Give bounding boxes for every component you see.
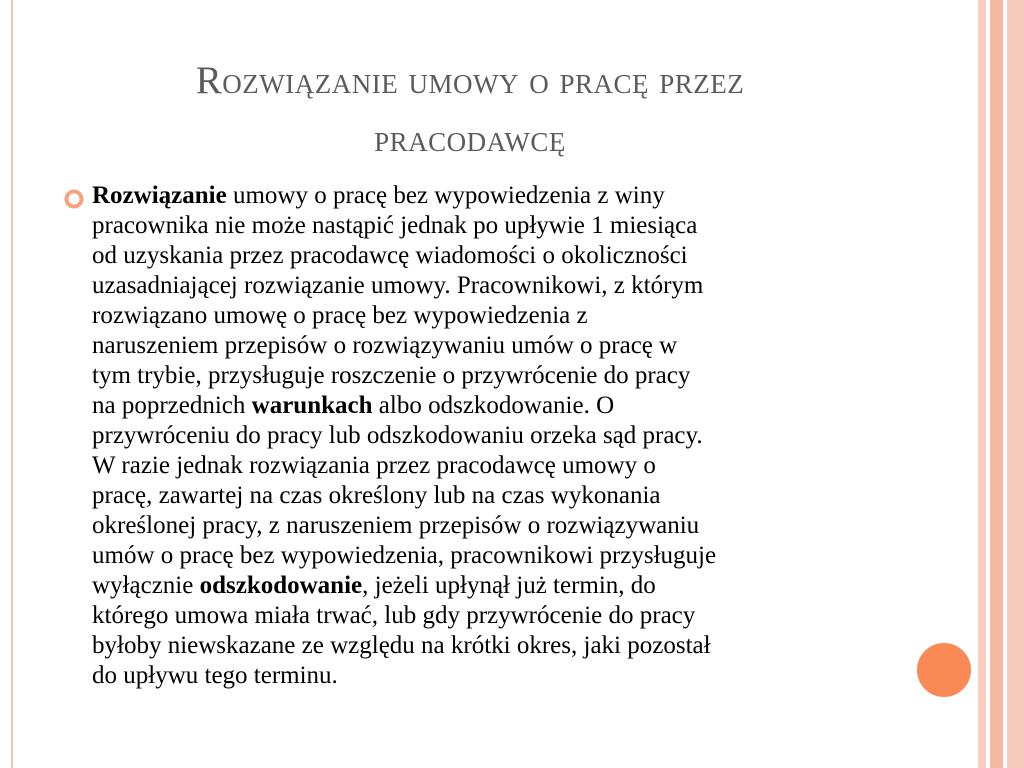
right-stripe — [1007, 0, 1024, 768]
body-text-segment: umów o pracę bez wypowiedzenia, pracownikowi przysługuje — [92, 542, 717, 569]
body-text-segment: na poprzednich — [92, 392, 252, 419]
body-text-segment: do upływu tego terminu. — [92, 662, 338, 689]
slide-title: Rozwiązanie umowy o pracę przez pracodawcę — [195, 59, 745, 160]
body-line — [92, 571, 892, 601]
right-stripe — [990, 0, 1003, 768]
body-text-segment: przywróceniu do pracy lub odszkodowaniu orzeka sąd pracy. — [92, 422, 703, 449]
body-text-segment: tym trybie, przysługuje roszczenie o przywrócenie do pracy — [92, 362, 691, 389]
body-line — [92, 631, 892, 661]
body-paragraph — [92, 181, 892, 691]
body-line — [92, 211, 892, 241]
bold-term: Rozwiązanie — [92, 182, 227, 209]
body-text-segment: wyłącznie — [92, 572, 200, 599]
body-text-segment: którego umowa miała trwać, lub gdy przywrócenie do pracy — [92, 602, 696, 629]
body-text-segment: umowy o pracę bez wypowiedzenia z winy — [226, 182, 665, 209]
body-text-segment: pracę, zawartej na czas określony lub na czas wykonania — [92, 482, 661, 509]
body-line — [92, 181, 892, 211]
body-line — [92, 391, 892, 421]
body-text-segment: określonej pracy, z naruszeniem przepisów o rozwiązywaniu — [92, 512, 700, 539]
body-text-segment: naruszeniem przepisów o rozwiązywaniu umów o pracę w — [92, 332, 678, 359]
bullet-circle-icon — [64, 189, 84, 209]
body-line — [92, 451, 892, 481]
body-line — [92, 661, 892, 691]
body-text-segment: W razie jednak rozwiązania przez pracodawcę umowy o — [92, 452, 656, 479]
body-line — [92, 481, 892, 511]
body-text-segment: , jeżeli upłynął już termin, do — [362, 572, 656, 599]
left-accent-line — [11, 0, 13, 768]
body-line — [92, 271, 892, 301]
bold-term: warunkach — [251, 392, 373, 419]
body-line — [92, 421, 892, 451]
body-line — [92, 331, 892, 361]
bold-term: odszkodowanie — [199, 572, 363, 599]
body-line — [92, 361, 892, 391]
body-line — [92, 541, 892, 571]
body-text-segment: uzasadniającej rozwiązanie umowy. Pracownikowi, z którym — [92, 272, 704, 299]
body-line — [92, 301, 892, 331]
body-text-segment: albo odszkodowanie. O — [372, 392, 615, 419]
body-text-segment: byłoby niewskazane ze względu na krótki okres, jaki pozostał — [92, 632, 711, 659]
body-line — [92, 601, 892, 631]
body-line — [92, 241, 892, 271]
body-line — [92, 511, 892, 541]
right-stripe — [978, 0, 986, 768]
body-text-segment: rozwiązano umowę o pracę bez wypowiedzenia z — [92, 302, 588, 329]
body-text-segment: pracownika nie może nastąpić jednak po upływie 1 miesiąca — [92, 212, 698, 239]
body-text-segment: od uzyskania przez pracodawcę wiadomości o okoliczności — [92, 242, 688, 269]
decorative-circle — [914, 640, 974, 700]
